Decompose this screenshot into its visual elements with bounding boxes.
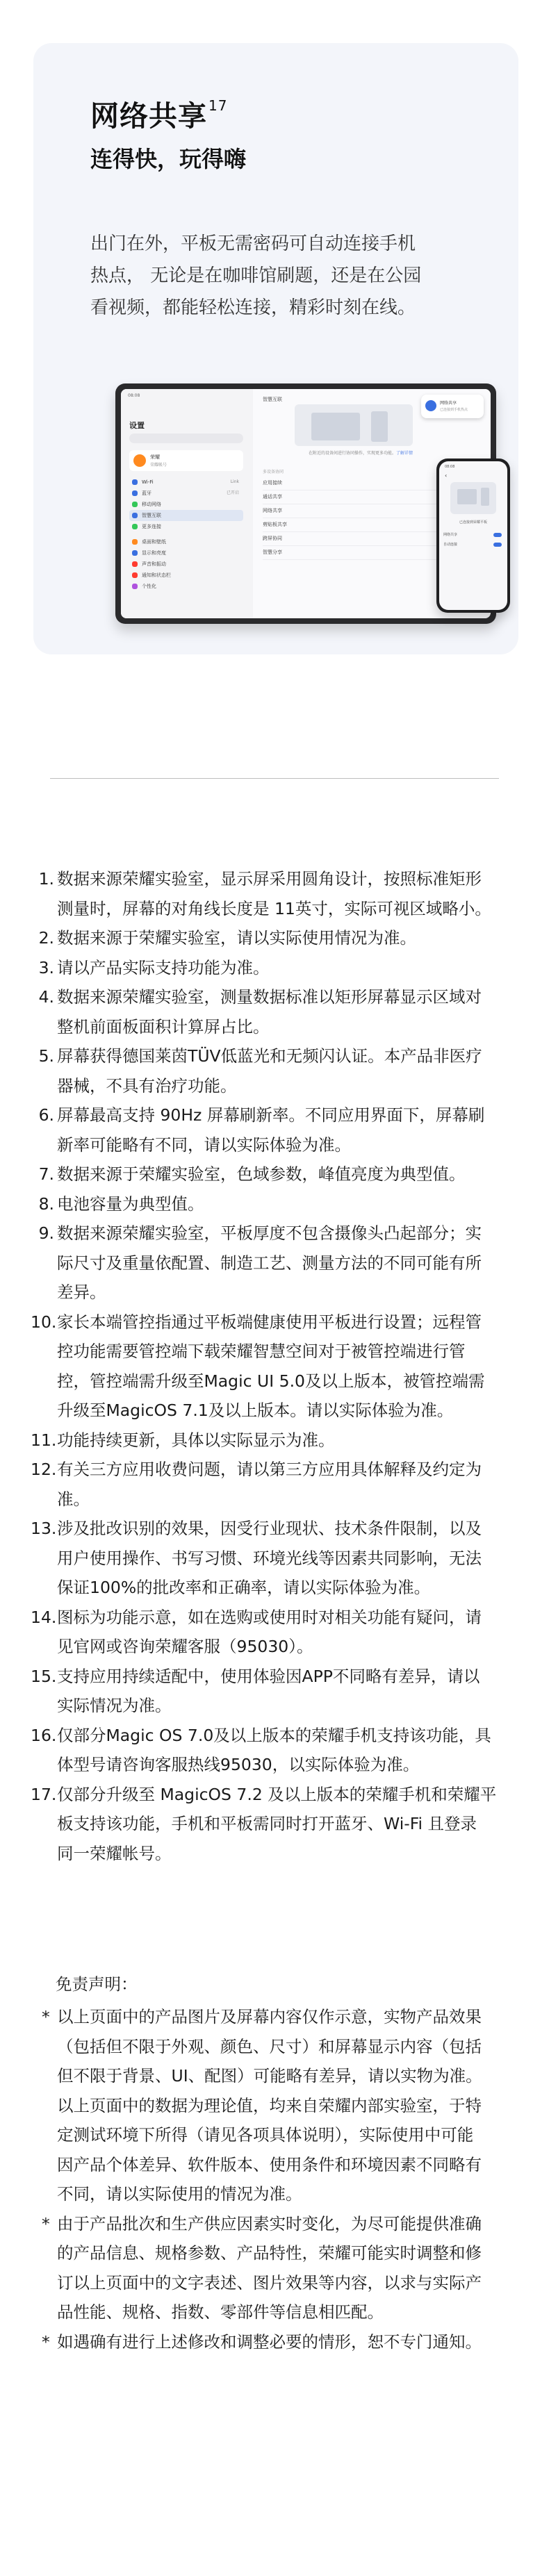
footnote-text-line: 测量时，屏幕的对角线长度是 11英寸，实际可视区域略小。: [57, 898, 491, 918]
footnote-text-line: 器械，不具有治疗功能。: [57, 1075, 237, 1096]
tablet-sidebar-label: 智慧互联: [142, 513, 161, 518]
setting-icon: [132, 524, 138, 529]
disclaimer-text-line: 但不限于背景、UI、配图）可能略有差异，请以实物为准。: [57, 2066, 482, 2086]
footnote-item: [33, 953, 520, 983]
tablet-detail-title: 智慧互联: [263, 397, 282, 402]
footnote-item: [33, 1100, 520, 1159]
tablet-sidebar-item: [129, 477, 243, 488]
footnote-text-line: 体型号请咨询客服热线95030，以实际体验为准。: [57, 1755, 420, 1774]
footnote-item: [33, 1721, 520, 1780]
tablet-settings-list: [129, 477, 243, 592]
tablet-sidebar-item: [129, 499, 243, 510]
footnote-text-line: 功能持续更新，具体以实际显示为准。: [57, 1430, 335, 1450]
footnote-item: [33, 1307, 520, 1426]
footnote-text-line: 见官网或咨询荣耀客服（95030）。: [57, 1637, 313, 1656]
tablet-screen: [121, 389, 491, 618]
tablet-detail-item: 网络共享: [263, 504, 471, 518]
footnote-number: 17.: [31, 1784, 57, 1804]
footnote-item: [33, 1514, 520, 1603]
tablet-sidebar-item: [129, 581, 243, 592]
asterisk-bullet: *: [42, 2331, 50, 2352]
tablet-sidebar-item: [129, 536, 243, 547]
footnote-text-line: 数据来源荣耀实验室，显示屏采用圆角设计，按照标准矩形: [57, 869, 482, 889]
disclaimer-text-line: 以上页面中的数据为理论值，均来自荣耀内部实验室，于特: [57, 2095, 482, 2115]
network-share-popup: [421, 395, 484, 418]
footnote-text-line: 整机前面板面积计算屏占比。: [57, 1016, 270, 1037]
mini-tablet-icon: [457, 489, 477, 504]
footnote-item: [33, 1780, 520, 1869]
footnote-text-line: 数据来源于荣耀实验室，色域参数，峰值亮度为典型值。: [57, 1164, 466, 1184]
tablet-account-card: [129, 450, 243, 471]
avatar: [133, 454, 146, 467]
footnote-text-line: 仅部分Magic OS 7.0及以上版本的荣耀手机支持该功能，具: [57, 1725, 491, 1745]
footnote-number: 7.: [38, 1164, 54, 1184]
footnote-text-line: 数据来源荣耀实验室，测量数据标准以矩形屏幕显示区域对: [57, 987, 482, 1007]
tablet-detail-section: 多设备协同: [263, 470, 284, 474]
footnote-number: 3.: [38, 957, 54, 977]
feature-description-line: 出门在外，平板无需密码可自动连接手机: [90, 233, 416, 254]
footnote-item: [33, 1041, 520, 1100]
disclaimer-text-line: 以上页面中的产品图片及屏幕内容仅作示意，实物产品效果: [57, 2007, 482, 2026]
footnote-text-line: 准。: [57, 1489, 90, 1509]
footnote-number: 13.: [31, 1519, 57, 1538]
toggle-switch: [493, 533, 502, 537]
footnote-item: [33, 1159, 520, 1189]
footnote-text-line: 新率可能略有不同，请以实际体验为准。: [57, 1134, 351, 1155]
footnote-text-line: 电池容量为典型值。: [57, 1194, 204, 1214]
feature-description-line: 热点， 无论是在咖啡馆刷题，还是在公园: [90, 265, 422, 286]
footnote-item: [33, 864, 520, 923]
footnote-text-line: 控功能需要管控端下载荣耀智慧空间对于被管控端进行管: [57, 1341, 466, 1361]
footnotes-list: [33, 864, 520, 1868]
tablet-sidebar-label: 更多连接: [142, 524, 161, 529]
footnote-number: 2.: [38, 928, 54, 948]
disclaimer-text-line: 如遇确有进行上述修改和调整必要的情形，恕不专门通知。: [57, 2331, 482, 2352]
tablet-sidebar-label: 通知和状态栏: [142, 572, 171, 578]
disclaimer-text-line: 品性能、规格、指数、零部件等信息相匹配。: [57, 2302, 384, 2322]
tablet-settings-sidebar: [121, 389, 254, 618]
tablet-detail-item: 智慧分享: [263, 546, 471, 560]
footnote-text-line: 有关三方应用收费问题，请以第三方应用具体解释及约定为: [57, 1460, 482, 1479]
footnote-item: [33, 982, 520, 1041]
footnote-number: 1.: [38, 869, 54, 889]
setting-icon: [132, 539, 138, 545]
footnote-text-line: 数据来源荣耀实验室，平板厚度不包含摄像头凸起部分；实: [57, 1223, 482, 1243]
tablet-sidebar-label: 个性化: [142, 584, 156, 589]
tablet-detail-item: 应用接续: [263, 477, 471, 490]
setting-icon: [132, 561, 138, 567]
disclaimer-text-line: 不同，请以实际使用的情况为准。: [57, 2184, 302, 2204]
hotspot-icon: [425, 400, 436, 411]
footnote-number: 8.: [38, 1194, 54, 1214]
phone-setting-row: 网络共享: [443, 531, 503, 539]
learn-more-link: 了解详情: [396, 451, 413, 456]
tablet-sidebar-label: Wi-Fi: [142, 479, 154, 485]
tablet-sidebar-label: 桌面和壁纸: [142, 539, 166, 545]
footnote-text-line: 图标为功能示意，如在选购或使用时对相关功能有疑问，请: [57, 1607, 482, 1627]
footnote-item: [33, 1455, 520, 1514]
footnote-text-line: 实际情况为准。: [57, 1696, 172, 1715]
phone-mockup: [436, 459, 510, 613]
tablet-settings-title: 设置: [129, 421, 145, 430]
footnote-number: 5.: [38, 1046, 54, 1066]
tablet-sidebar-item: [129, 488, 243, 499]
setting-icon: [132, 513, 138, 518]
footnote-item: [33, 923, 520, 953]
footnote-text-line: 数据来源于荣耀实验室，请以实际使用情况为准。: [57, 928, 416, 948]
back-icon: ‹: [445, 472, 448, 479]
footnote-text-line: 板支持该功能，手机和平板需同时打开蓝牙、Wi-Fi 且登录: [57, 1814, 477, 1833]
devices-illustration: [295, 404, 413, 446]
footnote-text-line: 同一荣耀帐号。: [57, 1843, 172, 1863]
feature-card: [33, 43, 518, 654]
disclaimer-text-line: 由于产品批次和生产供应因素实时变化，为尽可能提供准确: [57, 2213, 482, 2234]
setting-icon: [132, 479, 138, 485]
footnote-number: 14.: [31, 1607, 57, 1627]
footnote-text-line: 差异。: [57, 1282, 106, 1302]
footnote-text-line: 涉及批改识别的效果，因受行业现状、技术条件限制，以及: [57, 1519, 482, 1538]
footnote-item: [33, 1219, 520, 1307]
phone-setting-row: 自动连接: [443, 540, 503, 549]
toggle-switch: [493, 543, 502, 547]
footnote-item: [33, 1189, 520, 1219]
asterisk-bullet: *: [42, 2007, 50, 2026]
disclaimer-item: [33, 2327, 520, 2357]
footnote-text-line: 屏幕获得德国莱茵TÜV低蓝光和无频闪认证。本产品非医疗: [57, 1046, 482, 1066]
setting-icon: [132, 550, 138, 556]
footnote-text-line: 支持应用持续适配中，使用体验因APP不同略有差异，请以: [57, 1666, 480, 1686]
disclaimer-text-line: （包括但不限于外观、颜色、尺寸）和屏幕显示内容（包括: [57, 2036, 482, 2056]
tablet-sidebar-item: [129, 521, 243, 532]
tablet-status-time: 08:08: [128, 393, 140, 398]
footnote-number: 12.: [31, 1460, 57, 1479]
footnote-number: 11.: [31, 1430, 57, 1450]
popup-title: 网络共享: [440, 401, 457, 406]
footnote-number: 4.: [38, 987, 54, 1007]
footnote-number: 16.: [31, 1725, 57, 1745]
phone-status-time: 08:08: [445, 465, 455, 469]
asterisk-bullet: *: [42, 2213, 50, 2234]
disclaimer-item: [33, 2002, 520, 2209]
disclaimer-text-line: 定测试环境下所得（请见各项具体说明），实际使用中可能: [57, 2125, 474, 2145]
phone-screen: [439, 461, 507, 610]
feature-description: [90, 228, 507, 324]
footnote-text-line: 控，管控端需升级至Magic UI 5.0及以上版本，被管控端需: [57, 1371, 485, 1391]
footnote-text-line: 请以产品实际支持功能为准。: [57, 957, 270, 977]
setting-icon: [132, 490, 138, 496]
tablet-sidebar-label: 蓝牙: [142, 490, 151, 496]
phone-devices-illustration: [450, 482, 496, 514]
feature-subtitle: 连得快，玩得嗨: [90, 146, 247, 172]
mini-phone-icon: [371, 411, 388, 442]
mini-phone-icon: [481, 488, 489, 506]
footnote-number: 6.: [38, 1105, 54, 1125]
setting-icon: [132, 502, 138, 507]
tablet-detail-item: 通话共享: [263, 490, 471, 504]
footnote-item: [33, 1603, 520, 1662]
tablet-search-bar: [129, 434, 243, 443]
feature-title: 网络共享 $^{17}$: [90, 97, 228, 133]
feature-description-line: 看视频，都能轻松连接，精彩时刻在线。: [90, 297, 416, 318]
tablet-account-name: 荣耀: [150, 454, 160, 460]
tablet-sidebar-item: [129, 510, 243, 521]
tablet-account-sub: 荣耀帐号: [150, 463, 167, 468]
tablet-detail-desc: 在附近的设备间进行协同操作，实现更多功能。了解详情: [308, 451, 413, 456]
tablet-sidebar-item: [129, 559, 243, 570]
disclaimer-item: [33, 2209, 520, 2327]
feature-title-footnote: 17: [208, 97, 228, 114]
footnote-text-line: 升级至MagicOS 7.1及以上版本。请以实际体验为准。: [57, 1401, 454, 1420]
tablet-sidebar-label: 声音和振动: [142, 561, 166, 567]
mini-tablet-icon: [311, 413, 360, 440]
tablet-sidebar-value: 已开启: [226, 490, 239, 495]
footnote-text-line: 保证100%的批改率和正确率，请以实际体验为准。: [57, 1578, 431, 1597]
disclaimer-list: [33, 2002, 520, 2356]
disclaimer-heading: 免责声明：: [56, 1974, 138, 1994]
disclaimer-text-line: 订以上页面中的文字表述、图片效果等内容，以求与实际产: [57, 2272, 482, 2293]
phone-caption: 已连接到荣耀平板: [459, 520, 487, 525]
footnote-text-line: 用户使用操作、书写习惯、环境光线等因素共同影响，无法: [57, 1548, 482, 1568]
tablet-sidebar-label: 显示和亮度: [142, 550, 166, 556]
disclaimer-text-line: 的产品信息、规格参数、产品特性，荣耀可能实时调整和修: [57, 2243, 482, 2263]
footnote-number: 10.: [31, 1312, 57, 1332]
tablet-sidebar-item: [129, 570, 243, 581]
footnote-text-line: 际尺寸及重量依配置、制造工艺、测量方法的不同可能有所: [57, 1253, 482, 1273]
tablet-detail-item: 剪贴板共享: [263, 518, 471, 532]
footnote-text-line: 家长本端管控指通过平板端健康使用平板进行设置；远程管: [57, 1312, 482, 1332]
tablet-detail-item: 跨屏协同: [263, 532, 471, 546]
setting-icon: [132, 572, 138, 578]
footnote-text-line: 仅部分升级至 MagicOS 7.2 及以上版本的荣耀手机和荣耀平: [57, 1784, 497, 1804]
popup-subtitle: 已连接到手机热点: [440, 408, 468, 412]
footnote-number: 9.: [38, 1223, 54, 1243]
tablet-sidebar-label: 移动网络: [142, 502, 161, 507]
footnote-text-line: 屏幕最高支持 90Hz 屏幕刷新率。不同应用界面下，屏幕刷: [57, 1105, 485, 1125]
footnote-number: 15.: [31, 1666, 57, 1686]
footnote-item: [33, 1426, 520, 1455]
footnote-item: [33, 1662, 520, 1721]
tablet-sidebar-item: [129, 547, 243, 559]
disclaimer-text-line: 因产品个体差异、软件版本、使用条件和环境因素不同略有: [57, 2154, 482, 2174]
section-divider: [50, 778, 499, 779]
setting-icon: [132, 584, 138, 589]
tablet-sidebar-value: Link: [230, 479, 239, 484]
